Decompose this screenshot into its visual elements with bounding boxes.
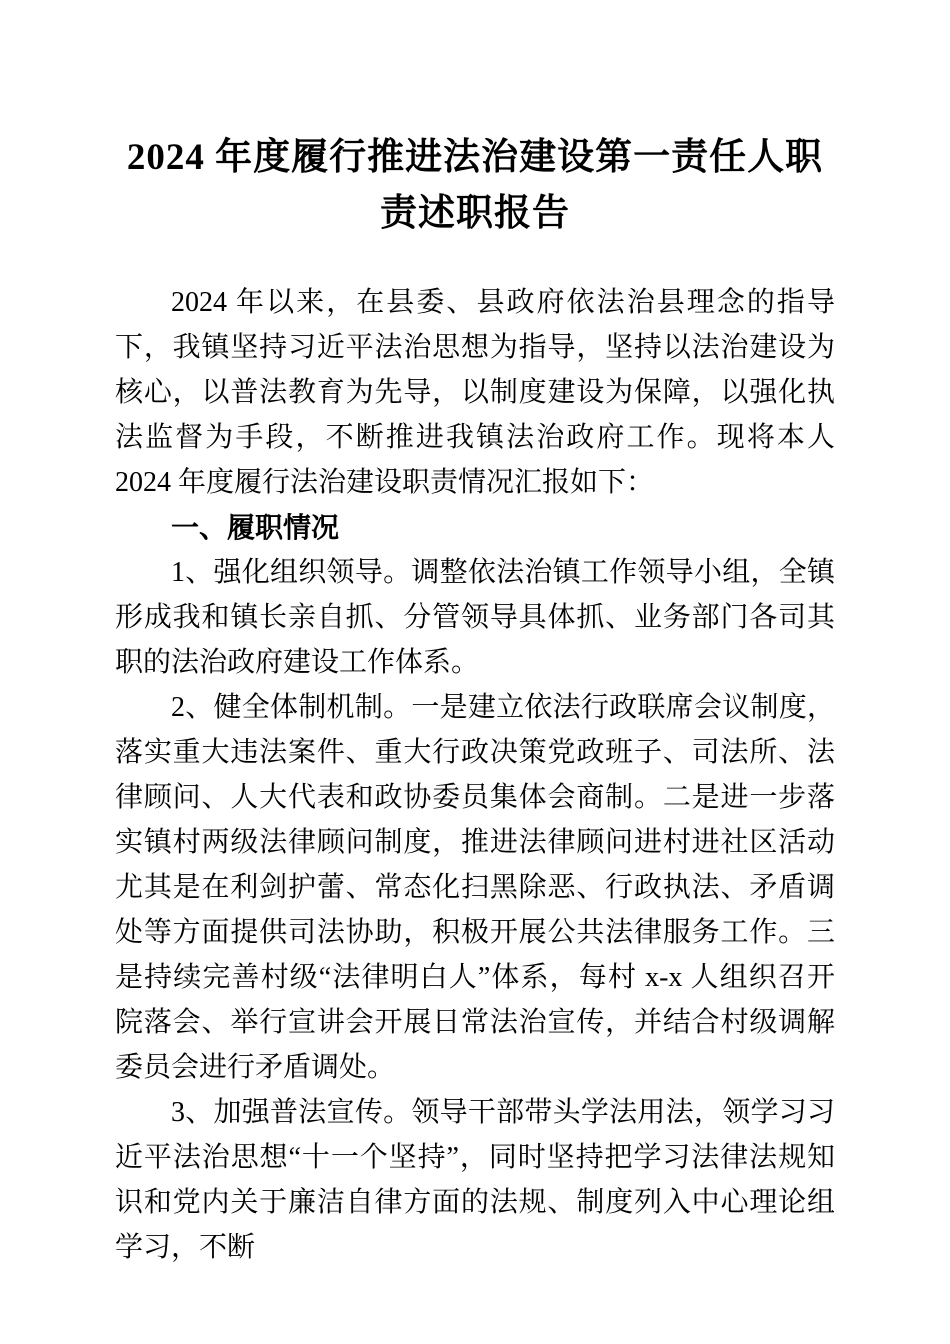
paragraph-item-3-law-publicity: 3、加强普法宣传。领导干部带头学法用法，领学习习近平法治思想“十一个坚持”，同时坚持把学习法律法规知识和党内关于廉洁自律方面的法规、制度列入中心理论组学习，不断 (115, 1097, 835, 1263)
document-title: 2024 年度履行推进法治建设第一责任人职责述职报告 (126, 137, 824, 234)
section-heading-performance: 一、履职情况 (171, 512, 340, 543)
paragraph-item-2-system-mechanism: 2、健全体制机制。一是建立依法行政联席会议制度，落实重大违法案件、重大行政决策党政班子、司法所、法律顾问、人大代表和政协委员集体会商制。二是进一步落实镇村两级法律顾问制度，推进法律顾问进村进社区活动尤其是在利剑护蕾、常态化扫黑除恶、行政执法、矛盾调处等方面提供司法协助，积极开展公共法律服务工作。三是持续完善村级“法律明白人”体系，每村 x-x 人组织召开院落会、举行宣讲会开展日常法治宣传，并结合村级调解委员会进行矛盾调处。 (115, 692, 835, 1083)
paragraph-item-1-organization-leadership: 1、强化组织领导。调整依法治镇工作领导小组，全镇形成我和镇长亲自抓、分管领导具体抓、业务部门各司其职的法治政府建设工作体系。 (115, 557, 835, 678)
paragraph-intro: 2024 年以来，在县委、县政府依法治县理念的指导下，我镇坚持习近平法治思想为指导，坚持以法治建设为核心，以普法教育为先导，以制度建设为保障，以强化执法监督为手段，不断推进我镇法治政府工作。现将本人 2024 年度履行法治建设职责情况汇报如下： (115, 287, 835, 498)
